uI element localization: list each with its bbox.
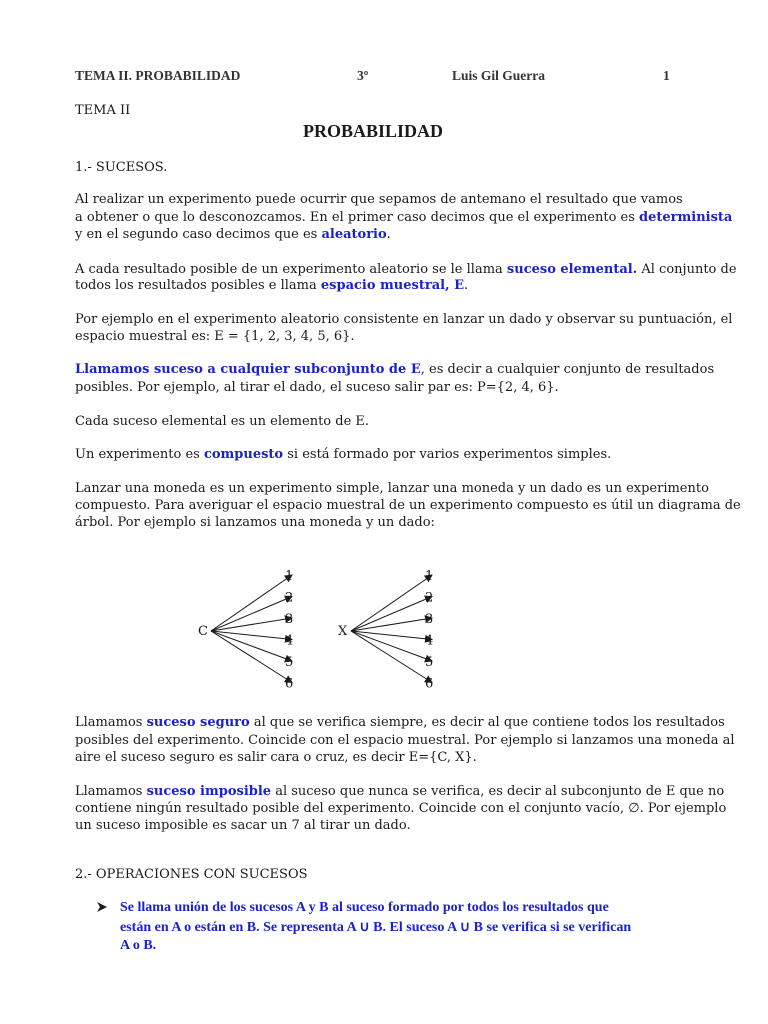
tree-root-label: X (338, 624, 348, 639)
tree-edge (351, 597, 432, 632)
paragraph-line: un suceso imposible es sacar un 7 al tirar un dado. (75, 818, 411, 833)
tree-edge (211, 618, 292, 631)
paragraph-line: a obtener o que lo desconozcamos. En el primer caso decimos que el experimento es determinista (75, 210, 733, 225)
section-heading-2: 2.- OPERACIONES CON SUCESOS (75, 867, 308, 882)
tree-edge (351, 618, 432, 631)
tree-leaf-label: 3 (425, 612, 434, 627)
paragraph-line: Llamamos suceso seguro al que se verifica siempre, es decir al que contiene todos los resultados (75, 715, 725, 730)
tree-edge (211, 575, 292, 631)
tree-leaf-label: 6 (425, 676, 434, 692)
tree-branch-C (198, 569, 293, 692)
header-page-number: 1 (663, 68, 670, 83)
bullet-arrow-icon (96, 901, 108, 917)
tree-leaf-label: 5 (285, 655, 294, 670)
tree-leaf-label: 6 (285, 676, 294, 692)
tree-leaf-label: 2 (425, 590, 434, 606)
paragraph-line: contiene ningún resultado posible del experimento. Coincide con el conjunto vacío, ∅. Por ejemplo (75, 801, 727, 816)
term-compuesto: compuesto (203, 447, 284, 462)
paragraph-line: todos los resultados posibles e llama espacio muestral, E. (75, 278, 469, 293)
paragraph-line: aire el suceso seguro es salir cara o cruz, es decir E={C, X}. (75, 750, 477, 765)
tree-branch-X (338, 569, 433, 692)
paragraph-line: Al realizar un experimento puede ocurrir que sepamos de antemano el resultado que vamos (75, 192, 683, 207)
term-determinista: determinista (639, 210, 733, 225)
bullet-line: Se llama unión de los sucesos A y B al suceso formado por todos los resultados que (120, 900, 609, 915)
paragraph-line: Llamamos suceso a cualquier subconjunto de E, es decir a cualquier conjunto de resultados (75, 362, 715, 377)
tree-leaf-label: 3 (285, 612, 294, 627)
tree-leaf-label: 1 (425, 569, 434, 584)
tree-edge (351, 575, 432, 631)
paragraph-line: y en el segundo caso decimos que es aleatorio. (75, 227, 391, 242)
paragraph-line: Un experimento es compuesto si está formado por varios experimentos simples. (75, 447, 612, 462)
tree-leaf-label: 4 (425, 633, 434, 649)
paragraph-line: árbol. Por ejemplo si lanzamos una moneda y un dado: (75, 515, 435, 530)
term-aleatorio: aleatorio (321, 227, 387, 242)
tree-root-label: C (198, 624, 208, 639)
paragraph-line: compuesto. Para averiguar el espacio muestral de un experimento compuesto es útil un diagrama de (75, 498, 741, 513)
paragraph-line: Llamamos suceso imposible al suceso que nunca se verifica, es decir al subconjunto de E que no (75, 784, 725, 799)
bullet-line: están en A o están en B. Se representa A ∪ B. El suceso A ∪ B se verifica si se verifican (120, 920, 632, 935)
header-topic: TEMA II. PROBABILIDAD (75, 68, 241, 83)
tree-leaf-label: 2 (285, 590, 294, 606)
term-suceso-definition: Llamamos suceso a cualquier subconjunto de E (75, 362, 421, 377)
paragraph-line: posibles. Por ejemplo, al tirar el dado, el suceso salir par es: P={2, 4, 6}. (75, 380, 559, 395)
tree-leaf-label: 5 (425, 655, 434, 670)
term-suceso-imposible: suceso imposible (146, 784, 272, 799)
tree-diagram (180, 560, 440, 700)
term-suceso-seguro: suceso seguro (146, 715, 250, 730)
term-suceso-elemental: suceso elemental. (506, 262, 638, 277)
tree-leaf-label: 1 (285, 569, 294, 584)
tree-leaf-label: 4 (285, 633, 294, 649)
bullet-line: A o B. (120, 938, 157, 953)
header-author: Luis Gil Guerra (452, 68, 546, 83)
paragraph-line: espacio muestral es: E = {1, 2, 3, 4, 5, 6}. (75, 329, 355, 344)
tema-label: TEMA II (75, 103, 131, 118)
paragraph-line: Lanzar una moneda es un experimento simple, lanzar una moneda y un dado es un experimento (75, 481, 709, 496)
header-course: 3º (357, 68, 369, 83)
term-espacio-muestral: espacio muestral, E (320, 278, 465, 293)
paragraph-line: Por ejemplo en el experimento aleatorio consistente en lanzar un dado y observar su puntuación, el (75, 312, 733, 327)
section-heading-1: 1.- SUCESOS. (75, 160, 168, 175)
paragraph-line: posibles del experimento. Coincide con el espacio muestral. Por ejemplo si lanzamos una moneda al (75, 733, 735, 748)
paragraph-line: A cada resultado posible de un experimento aleatorio se le llama suceso elemental. Al conjunto de (75, 262, 737, 277)
tree-edge (211, 597, 292, 632)
paragraph-line: Cada suceso elemental es un elemento de E. (75, 414, 370, 429)
page-title: PROBABILIDAD (303, 121, 444, 141)
